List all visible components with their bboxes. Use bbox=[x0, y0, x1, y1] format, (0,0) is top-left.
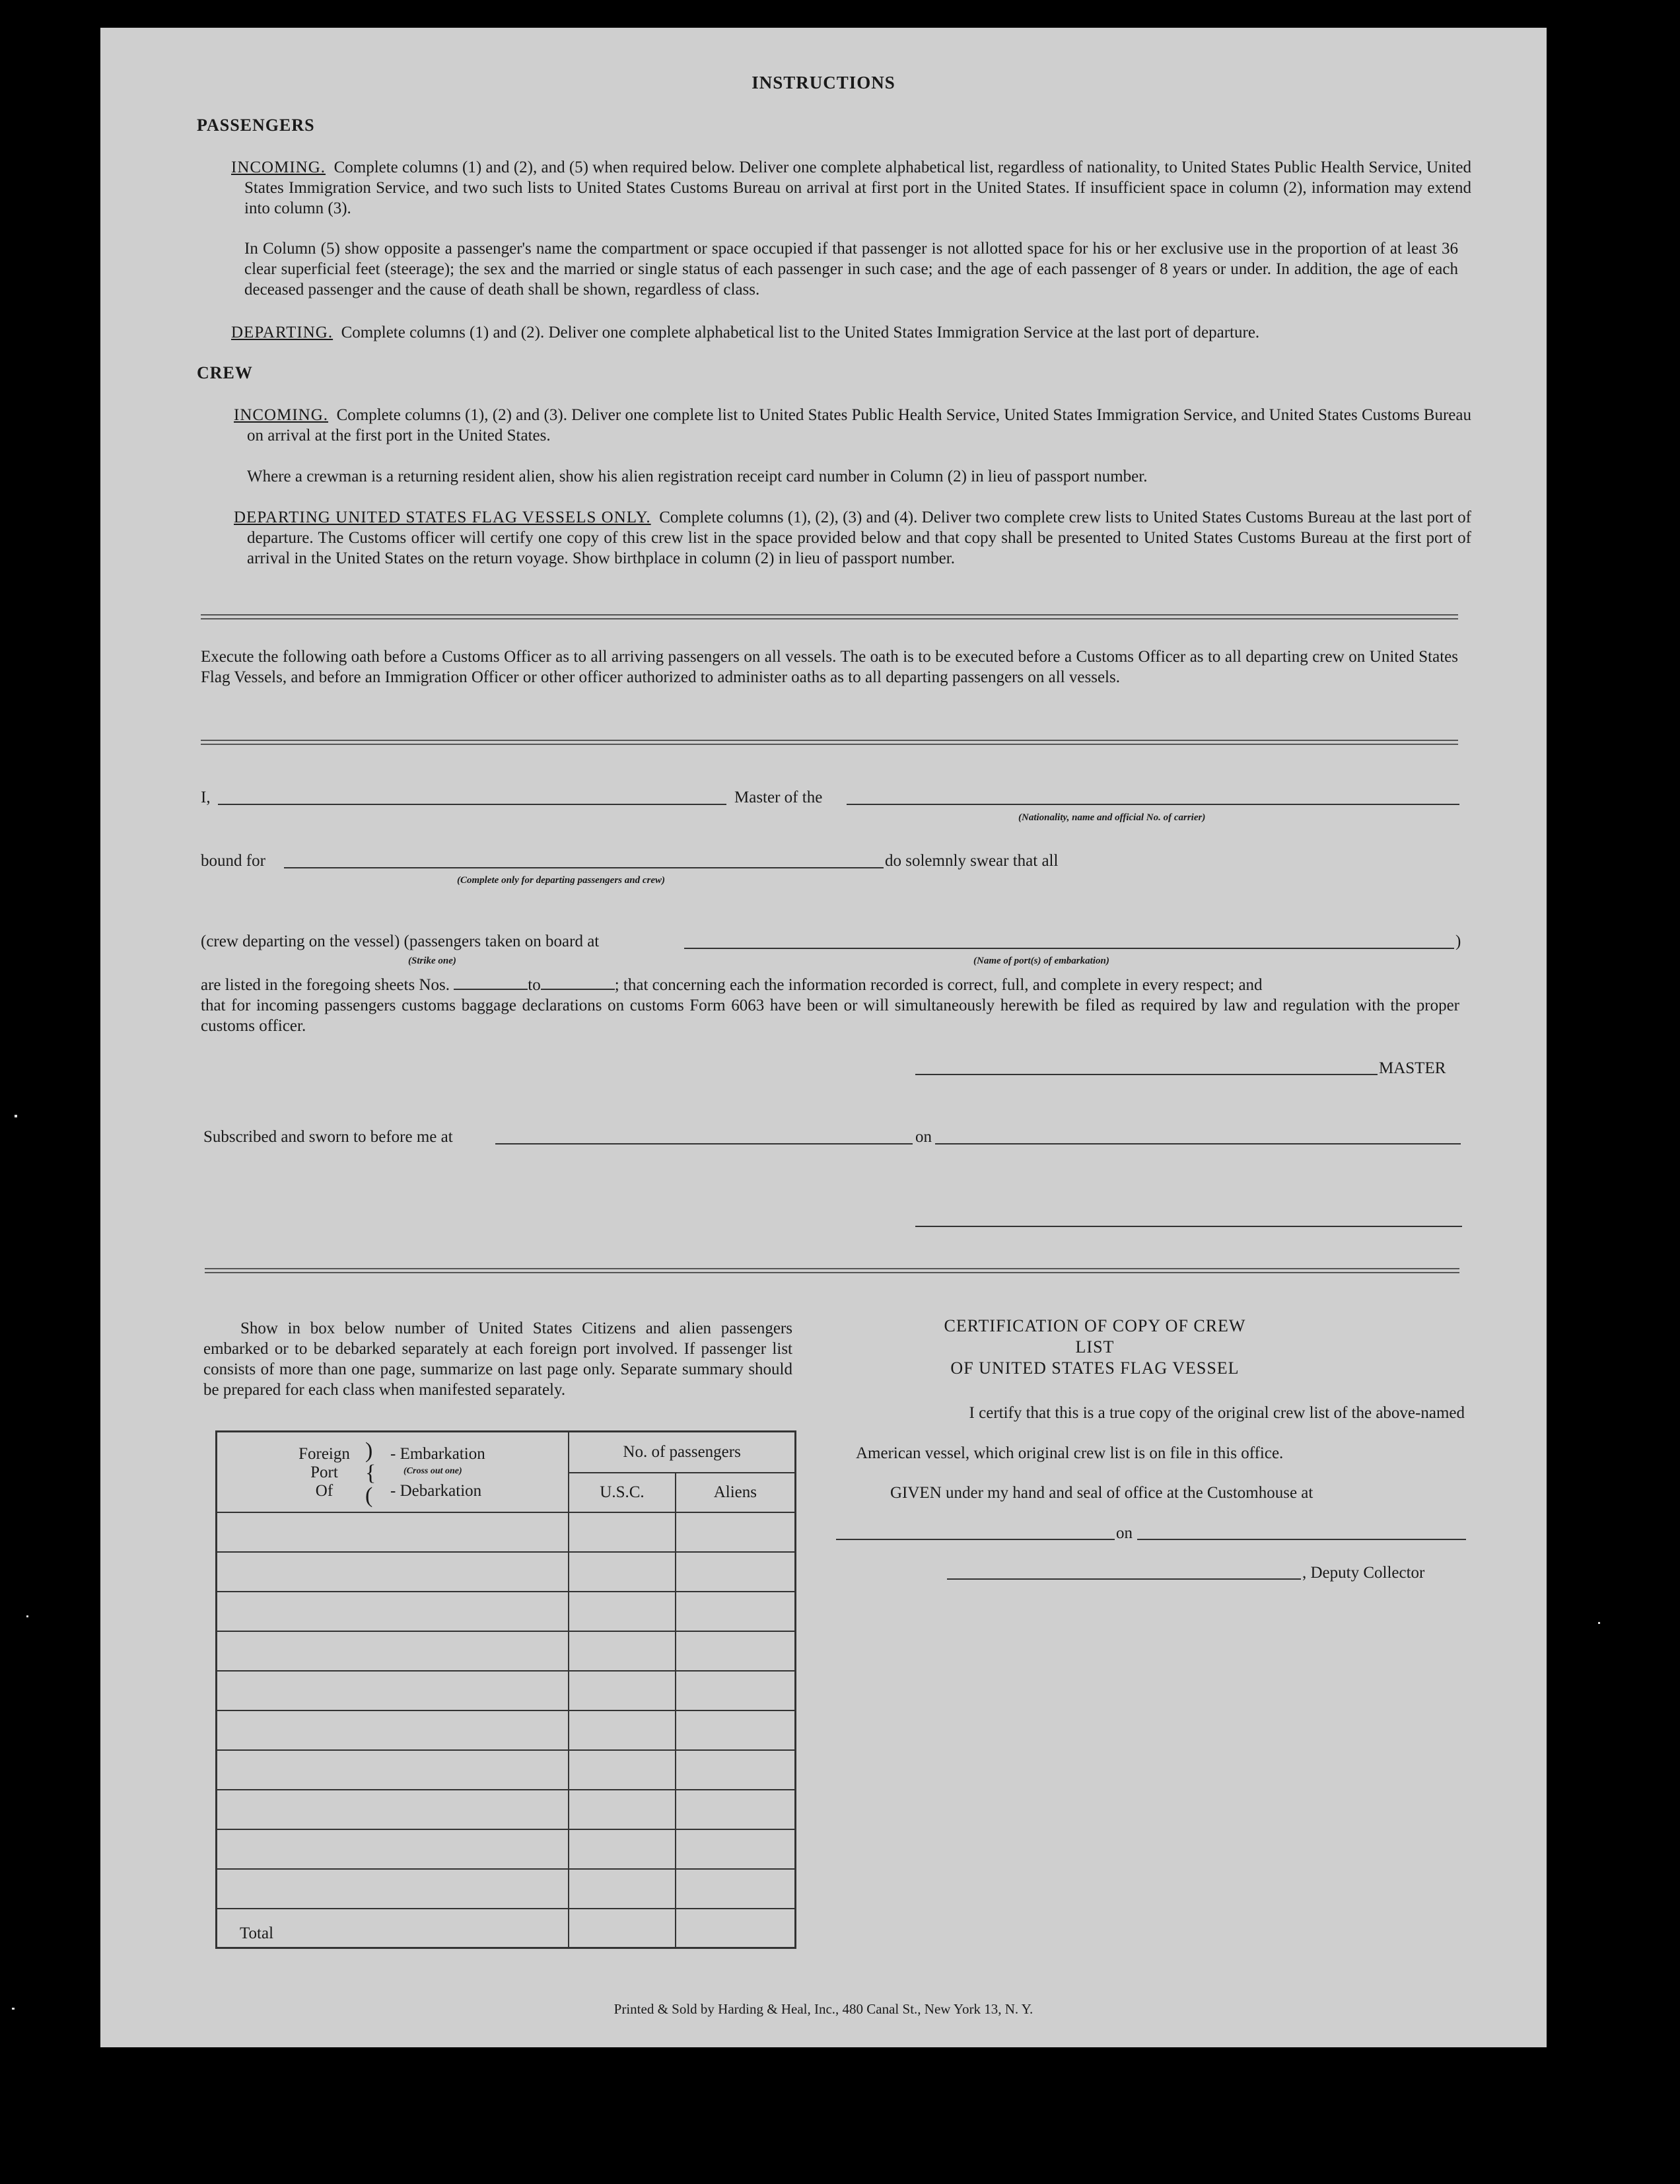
aliens-cell[interactable] bbox=[676, 1512, 796, 1552]
port-cell[interactable] bbox=[217, 1869, 569, 1909]
master-label: MASTER bbox=[1379, 1059, 1446, 1077]
officer-signature-field[interactable] bbox=[915, 1226, 1462, 1227]
listed-line-2: that for incoming passengers customs baggage declarations on customs Form 6063 have been or will simultaneously herewith be filed as required by law and regulation with the proper customs officer. bbox=[201, 997, 1459, 1035]
total-label: Total bbox=[217, 1909, 569, 1948]
aliens-cell[interactable] bbox=[676, 1671, 796, 1710]
carrier-field[interactable] bbox=[847, 804, 1459, 805]
usc-total-cell[interactable] bbox=[569, 1909, 675, 1948]
to-label: to bbox=[528, 976, 541, 994]
aliens-total-cell[interactable] bbox=[676, 1909, 796, 1948]
form-page bbox=[100, 28, 1547, 2047]
usc-cell[interactable] bbox=[569, 1710, 675, 1750]
certification-line2: American vessel, which original crew list is on file in this office. bbox=[856, 1444, 1284, 1462]
usc-cell[interactable] bbox=[569, 1592, 675, 1631]
scan-speck bbox=[26, 1615, 28, 1617]
crew-incoming-text: Complete columns (1), (2) and (3). Deliver one complete list to United States Public Health Service, United States Immigration Service, and United States Customs Bureau on arrival at the first port in the United States. bbox=[247, 406, 1471, 444]
no-passengers-header: No. of passengers bbox=[569, 1432, 795, 1473]
bound-for-field[interactable] bbox=[284, 867, 884, 868]
passengers-heading: PASSENGERS bbox=[197, 116, 315, 135]
ports-note: (Name of port(s) of embarkation) bbox=[973, 956, 1109, 966]
crew-departing-text: (crew departing on the vessel) (passengers taken on board at bbox=[201, 933, 600, 950]
usc-cell[interactable] bbox=[569, 1552, 675, 1592]
certification-line1: I certify that this is a true copy of the original crew list of the above-named bbox=[969, 1404, 1465, 1422]
scan-speck bbox=[12, 2008, 15, 2010]
usc-cell[interactable] bbox=[569, 1869, 675, 1909]
port-cell[interactable] bbox=[217, 1592, 569, 1631]
usc-cell[interactable] bbox=[569, 1750, 675, 1790]
crew-incoming-paragraph bbox=[234, 405, 1471, 446]
port-cell[interactable] bbox=[217, 1790, 569, 1829]
aliens-cell[interactable] bbox=[676, 1631, 796, 1671]
aliens-header: Aliens bbox=[676, 1473, 796, 1512]
oath-i-label: I, bbox=[201, 789, 211, 806]
crew-departing-paragraph bbox=[234, 507, 1471, 569]
listed-prefix: are listed in the foregoing sheets Nos. bbox=[201, 976, 450, 994]
strike-note: (Strike one) bbox=[408, 956, 456, 966]
port-cell[interactable] bbox=[217, 1829, 569, 1869]
passengers-departing-text: Complete columns (1) and (2). Deliver one complete alphabetical list to the United States Immigration Service at the last port of departure. bbox=[341, 324, 1260, 341]
passengers-incoming-paragraph bbox=[231, 157, 1471, 219]
aliens-cell[interactable] bbox=[676, 1592, 796, 1631]
section-divider bbox=[201, 614, 1458, 619]
certification-on-label: on bbox=[1116, 1524, 1133, 1542]
certification-line3: GIVEN under my hand and seal of office at the Customhouse at bbox=[890, 1484, 1313, 1502]
crew-departing-label: DEPARTING UNITED STATES FLAG VESSELS ONLY. bbox=[234, 509, 651, 526]
passenger-summary-table bbox=[215, 1430, 796, 1949]
sworn-on-label: on bbox=[915, 1128, 932, 1146]
section-divider bbox=[201, 740, 1458, 745]
sworn-place-field[interactable] bbox=[495, 1143, 913, 1145]
usc-cell[interactable] bbox=[569, 1512, 675, 1552]
sheet-from-field[interactable] bbox=[454, 975, 528, 990]
bound-for-note: (Complete only for departing passengers and crew) bbox=[457, 875, 665, 886]
sheet-to-field[interactable] bbox=[541, 975, 615, 990]
page-title: INSTRUCTIONS bbox=[752, 73, 895, 92]
listed-line bbox=[201, 975, 1263, 995]
foreign-port-header bbox=[217, 1432, 569, 1512]
master-name-field[interactable] bbox=[218, 804, 726, 805]
usc-header: U.S.C. bbox=[569, 1473, 675, 1512]
port-label: Port bbox=[310, 1463, 338, 1481]
carrier-note: (Nationality, name and official No. of carrier) bbox=[1018, 812, 1206, 823]
certification-date-field[interactable] bbox=[1137, 1539, 1466, 1540]
aliens-cell[interactable] bbox=[676, 1829, 796, 1869]
listed-rest: ; that concerning each the information recorded is correct, full, and complete in every respect; and bbox=[614, 976, 1263, 994]
cross-out-note: (Cross out one) bbox=[403, 1465, 462, 1476]
port-cell[interactable] bbox=[217, 1631, 569, 1671]
passengers-incoming-label: INCOMING. bbox=[231, 159, 326, 176]
section-divider bbox=[205, 1268, 1459, 1273]
master-signature-field[interactable] bbox=[915, 1074, 1378, 1075]
aliens-cell[interactable] bbox=[676, 1750, 796, 1790]
crew-departing-text: Complete columns (1), (2), (3) and (4). Deliver two complete crew lists to United States Customs Bureau at the last port of departure. The Customs officer will certify one copy of this crew list in the space provided below and that copy shall be presented to United States Customs Bureau at the first port of arrival in the United States on the return voyage. Show birthplace in column (2) in lieu of passport number. bbox=[247, 509, 1472, 567]
usc-cell[interactable] bbox=[569, 1671, 675, 1710]
port-cell[interactable] bbox=[217, 1710, 569, 1750]
bound-for-label: bound for bbox=[201, 852, 265, 870]
certification-title-line2: OF UNITED STATES FLAG VESSEL bbox=[950, 1358, 1240, 1378]
certification-title-line1: CERTIFICATION OF COPY OF CREW LIST bbox=[944, 1316, 1246, 1356]
port-cell[interactable] bbox=[217, 1750, 569, 1790]
passengers-departing-label: DEPARTING. bbox=[231, 324, 333, 341]
crew-heading: CREW bbox=[197, 363, 253, 382]
deputy-collector-signature-field[interactable] bbox=[947, 1578, 1301, 1580]
passengers-incoming-text: Complete columns (1) and (2), and (5) when required below. Deliver one complete alphabetical list, regardless of nationality, to United States Public Health Service, United States Immigration Service, and two such lists to United States Customs Bureau on arrival at first port in the United States. If insufficient space in column (2), information may extend into column (3). bbox=[244, 159, 1472, 217]
deputy-collector-label: , Deputy Collector bbox=[1302, 1564, 1425, 1582]
swear-text: do solemnly swear that all bbox=[885, 852, 1059, 870]
usc-cell[interactable] bbox=[569, 1829, 675, 1869]
aliens-cell[interactable] bbox=[676, 1552, 796, 1592]
master-of-the-label: Master of the bbox=[734, 789, 823, 806]
port-cell[interactable] bbox=[217, 1552, 569, 1592]
sworn-date-field[interactable] bbox=[935, 1143, 1461, 1145]
aliens-cell[interactable] bbox=[676, 1869, 796, 1909]
crew-incoming-label: INCOMING. bbox=[234, 406, 329, 424]
customhouse-field[interactable] bbox=[836, 1539, 1115, 1540]
certification-title bbox=[923, 1316, 1267, 1379]
brace-icon: ) { ( bbox=[365, 1438, 376, 1508]
port-cell[interactable] bbox=[217, 1671, 569, 1710]
foreign-label: Foreign bbox=[298, 1444, 350, 1463]
aliens-cell[interactable] bbox=[676, 1710, 796, 1750]
embarkation-label: - Embarkation bbox=[390, 1444, 485, 1463]
embarkation-ports-field[interactable] bbox=[684, 948, 1454, 949]
printer-footer: Printed & Sold by Harding & Heal, Inc., 480 Canal St., New York 13, N. Y. bbox=[613, 2001, 1033, 2017]
of-label: Of bbox=[315, 1481, 333, 1500]
summary-text: Show in box below number of United States Citizens and alien passengers embarked or to be debarked separately at each foreign port involved. If passenger list consists of more than one page, summarize on last page only. Separate summary should be prepared for each class when manifested separately. bbox=[203, 1320, 792, 1399]
crew-alien-paragraph: Where a crewman is a returning resident alien, show his alien registration receipt card number in Column (2) in lieu of passport number. bbox=[247, 468, 1148, 485]
scan-speck bbox=[15, 1115, 17, 1117]
close-paren: ) bbox=[1455, 933, 1461, 950]
port-cell[interactable] bbox=[217, 1512, 569, 1552]
debarkation-label: - Debarkation bbox=[390, 1481, 482, 1500]
oath-intro: Execute the following oath before a Customs Officer as to all arriving passengers on all vessels. The oath is to be executed before a Customs Officer as to all departing crew on United States Flag Vessels, and before an Immigration Officer or other officer authorized to administer oaths as to all departing passengers on all vessels. bbox=[201, 648, 1458, 686]
aliens-cell[interactable] bbox=[676, 1790, 796, 1829]
usc-cell[interactable] bbox=[569, 1631, 675, 1671]
subscribed-label: Subscribed and sworn to before me at bbox=[203, 1128, 453, 1146]
scan-speck bbox=[1598, 1622, 1600, 1624]
usc-cell[interactable] bbox=[569, 1790, 675, 1829]
passengers-departing-paragraph bbox=[231, 322, 1458, 343]
passengers-column5-paragraph: In Column (5) show opposite a passenger's name the compartment or space occupied if that passenger is not allotted space for his or her exclusive use in the proportion of at least 36 clear superficial feet (steerage); the sex and the married or single status of each passenger in such case; and the age of each passenger of 8 years or under. In addition, the age of each deceased passenger and the cause of death shall be shown, regardless of class. bbox=[244, 240, 1458, 299]
